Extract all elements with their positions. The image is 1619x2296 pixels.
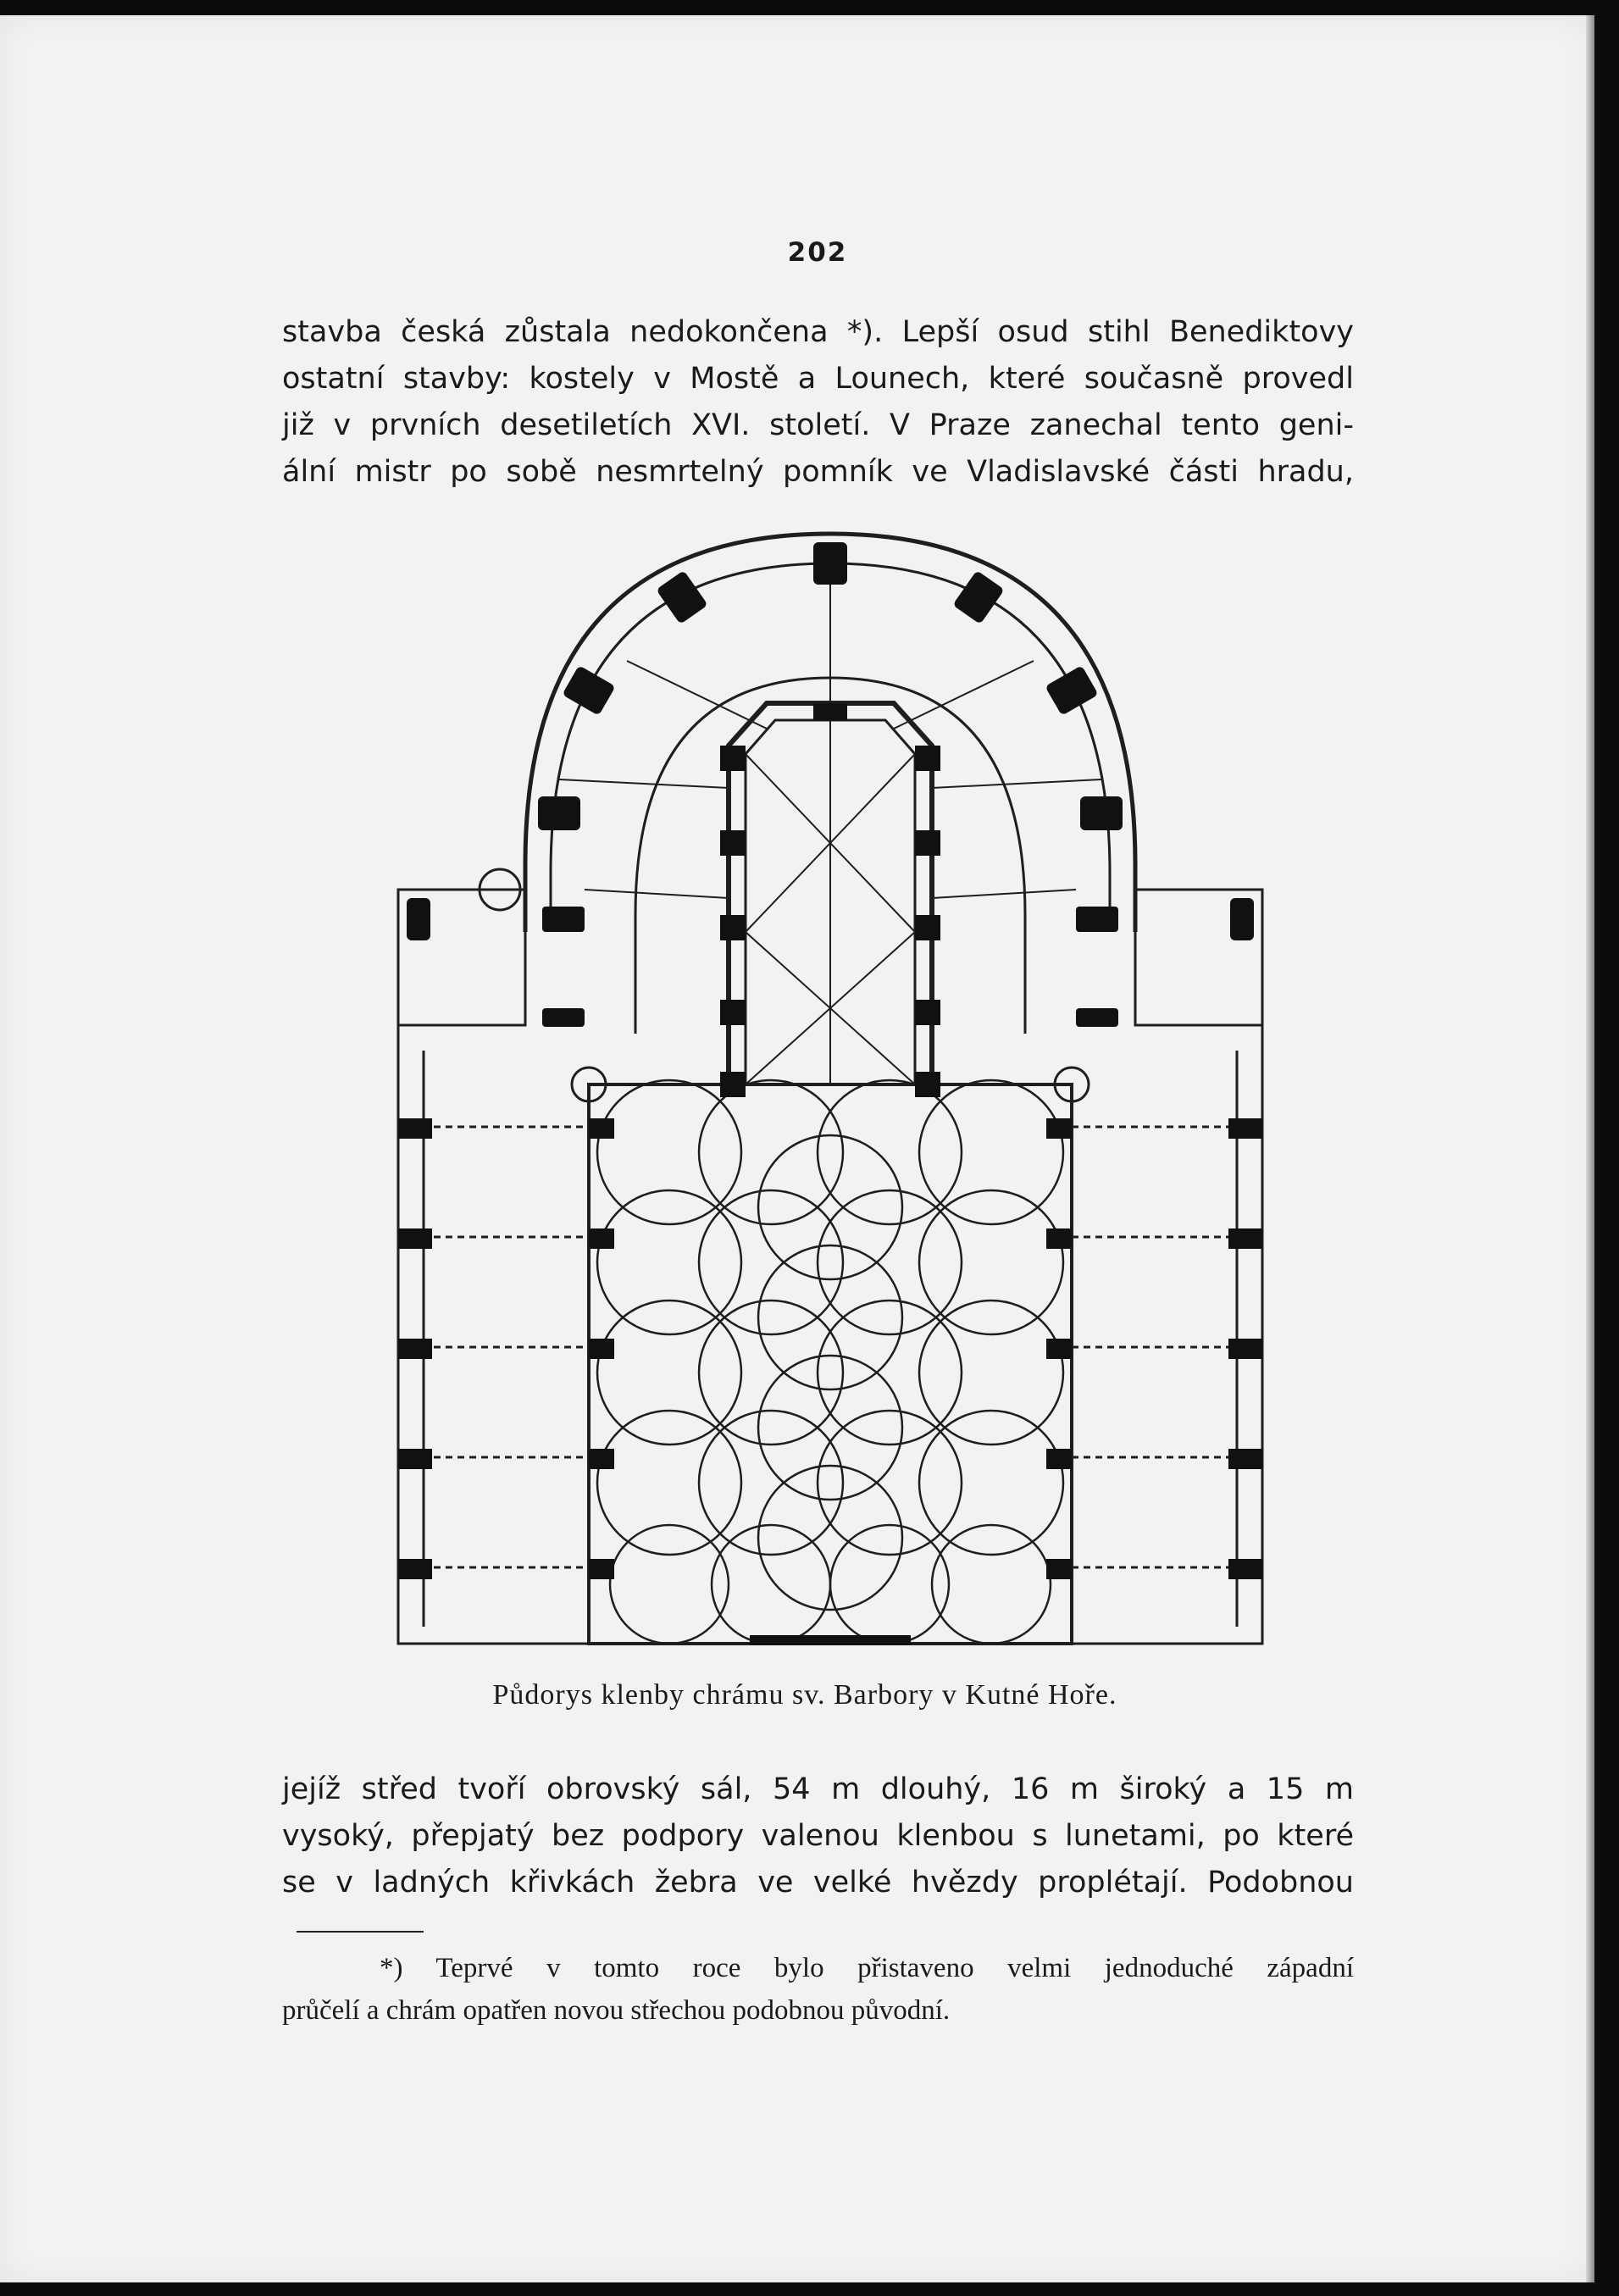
text-line: jejíž střed tvoří obrovský sál, 54 m dlouhý, 16 m široký a 15 m	[282, 1772, 1354, 1806]
paragraph-bottom	[282, 1766, 1354, 1906]
footnote-line: průčelí a chrám opatřen novou střechou podobnou původní.	[282, 1995, 951, 2026]
footnote-divider	[297, 1931, 424, 1933]
text-line: ostatní stavby: kostely v Mostě a Lounech, které současně provedl	[282, 362, 1354, 396]
text-line: stavba česká zůstala nedokončena *). Lepší osud stihl Benediktovy	[282, 315, 1354, 349]
paragraph-top	[282, 309, 1354, 496]
text-line: již v prvních desetiletích XVI. století. V Praze zanechal tento geni-	[282, 408, 1354, 442]
footnote-line: *) Teprvé v tomto roce bylo přistaveno velmi jednoduché západní	[380, 1953, 1354, 1983]
page-number: 202	[787, 237, 848, 268]
page-edge	[1586, 15, 1594, 2282]
text-line: vysoký, přepjatý bez podpory valenou klenbou s lunetami, po které	[282, 1819, 1354, 1853]
text-line: se v ladných křivkách žebra ve velké hvězdy proplétají. Podobnou	[282, 1866, 1354, 1899]
text-line: ální mistr po sobě nesmrtelný pomník ve Vladislavské části hradu,	[282, 455, 1354, 489]
footnote	[282, 1947, 1354, 2032]
church-floor-plan-figure	[373, 508, 1288, 1669]
figure-caption: Půdorys klenby chrámu sv. Barbory v Kutné Hoře.	[492, 1679, 1117, 1711]
